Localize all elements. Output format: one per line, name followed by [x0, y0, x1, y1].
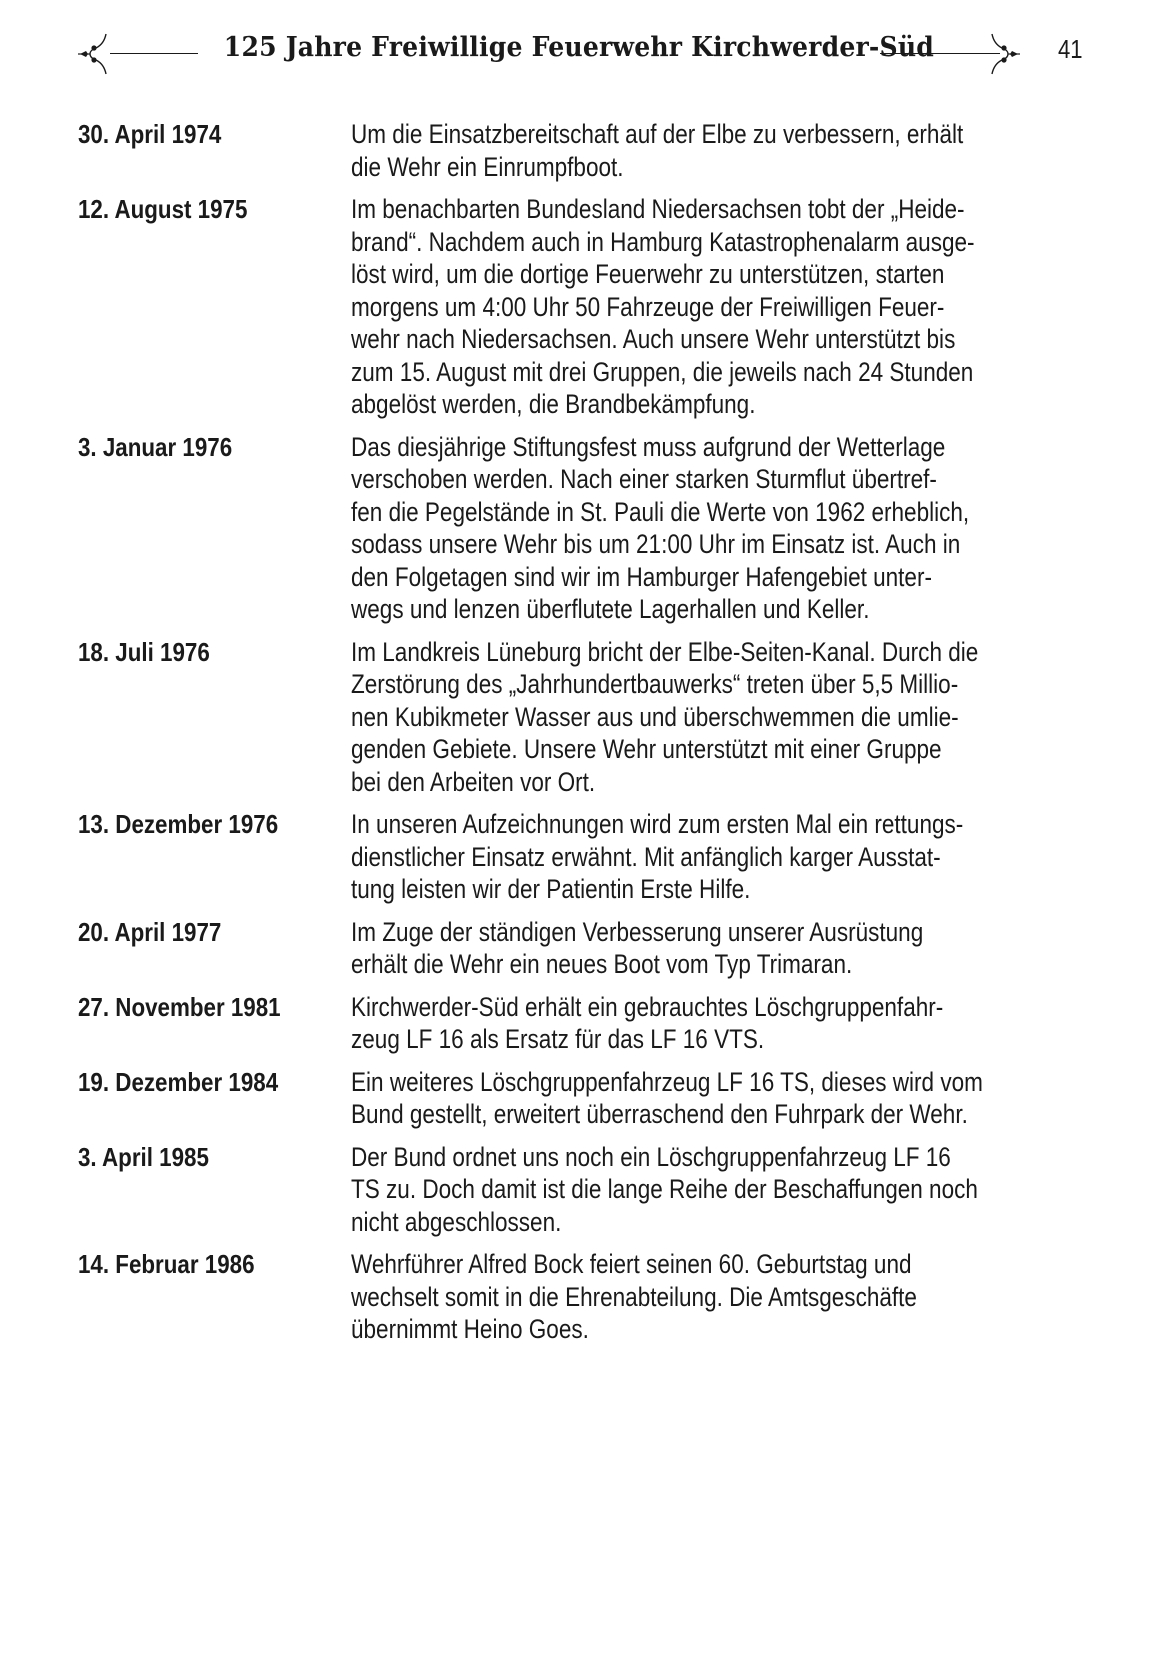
- chronicle-entry: [78, 1141, 1118, 1239]
- entry-date: 19. Dezember 1984: [78, 1066, 279, 1097]
- text-line: nen Kubikmeter Wasser aus und überschwemmen die umlie-: [351, 701, 959, 732]
- text-line: wehr nach Niedersachsen. Auch unsere Wehr unterstützt bis: [351, 324, 956, 354]
- text-line: Im Landkreis Lüneburg bricht der Elbe-Seiten-Kanal. Durch die: [351, 636, 979, 667]
- entry-text: [351, 1066, 1151, 1131]
- text-line: erhält die Wehr ein neues Boot vom Typ Trimaran.: [351, 949, 853, 979]
- entry-text: [351, 118, 1151, 183]
- chronicle-entry: [78, 808, 1118, 906]
- text-line: nicht abgeschlossen.: [351, 1206, 562, 1237]
- chronicle-entries: [78, 118, 1118, 1356]
- text-line: übernimmt Heino Goes.: [351, 1314, 589, 1344]
- entry-date: 3. April 1985: [78, 1141, 209, 1172]
- page-number: 41: [1058, 34, 1083, 64]
- entry-text: [351, 808, 1151, 906]
- text-line: brand“. Nachdem auch in Hamburg Katastrophenalarm ausge-: [351, 226, 975, 257]
- text-line: wegs und lenzen überflutete Lagerhallen und Keller.: [351, 594, 870, 624]
- chronicle-entry: [78, 636, 1118, 799]
- entry-date: 18. Juli 1976: [78, 636, 210, 667]
- running-header: [70, 28, 1110, 78]
- text-line: Im Zuge der ständigen Verbesserung unserer Ausrüstung: [351, 916, 924, 947]
- text-line: morgens um 4:00 Uhr 50 Fahrzeuge der Freiwilligen Feuer-: [351, 291, 945, 322]
- entry-text: [351, 636, 1151, 799]
- text-line: Bund gestellt, erweitert überraschend den Fuhrpark der Wehr.: [351, 1099, 968, 1129]
- text-line: fen die Pegelstände in St. Pauli die Werte von 1962 erheblich,: [351, 496, 970, 527]
- text-line: dienstlicher Einsatz erwähnt. Mit anfänglich karger Ausstat-: [351, 841, 941, 872]
- text-line: In unseren Aufzeichnungen wird zum ersten Mal ein rettungs-: [351, 809, 964, 839]
- text-line: verschoben werden. Nach einer starken Sturmflut übertref-: [351, 464, 937, 494]
- text-line: abgelöst werden, die Brandbekämpfung.: [351, 389, 756, 419]
- entry-date: 14. Februar 1986: [78, 1249, 255, 1279]
- entry-date: 13. Dezember 1976: [78, 809, 279, 839]
- text-line: löst wird, um die dortige Feuerwehr zu unterstützen, starten: [351, 259, 945, 289]
- text-line: Ein weiteres Löschgruppenfahrzeug LF 16 TS, dieses wird vom: [351, 1066, 983, 1097]
- text-line: Um die Einsatzbereitschaft auf der Elbe zu verbessern, erhält: [351, 119, 964, 149]
- chronicle-entry: [78, 991, 1118, 1056]
- chronicle-entry: [78, 118, 1118, 183]
- text-line: Das diesjährige Stiftungsfest muss aufgrund der Wetterlage: [351, 431, 946, 462]
- fleuron-ornament-right-icon: [972, 30, 1022, 76]
- chronicle-entry: [78, 1248, 1118, 1346]
- text-line: genden Gebiete. Unsere Wehr unterstützt mit einer Gruppe: [351, 734, 942, 764]
- running-title: 125 Jahre Freiwillige Feuerwehr Kirchwerder-Süd: [223, 32, 935, 63]
- text-line: Der Bund ordnet uns noch ein Löschgruppenfahrzeug LF 16: [351, 1141, 951, 1172]
- chronicle-entry: [78, 193, 1118, 421]
- chronicle-entry: [78, 1066, 1118, 1131]
- entry-text: [351, 193, 1151, 421]
- text-line: TS zu. Doch damit ist die lange Reihe der Beschaffungen noch: [351, 1174, 978, 1204]
- entry-text: [351, 916, 1151, 981]
- text-line: wechselt somit in die Ehrenabteilung. Die Amtsgeschäfte: [351, 1281, 917, 1312]
- text-line: Im benachbarten Bundesland Niedersachsen tobt der „Heide-: [351, 194, 965, 224]
- entry-date: 27. November 1981: [78, 991, 281, 1022]
- entry-date: 20. April 1977: [78, 916, 222, 947]
- chronicle-entry: [78, 431, 1118, 626]
- text-line: bei den Arbeiten vor Ort.: [351, 766, 596, 797]
- text-line: Zerstörung des „Jahrhundertbauwerks“ treten über 5,5 Millio-: [351, 669, 959, 699]
- entry-text: [351, 1141, 1151, 1239]
- text-line: zum 15. August mit drei Gruppen, die jeweils nach 24 Stunden: [351, 356, 974, 387]
- entry-date: 30. April 1974: [78, 119, 222, 149]
- text-line: tung leisten wir der Patientin Erste Hilfe.: [351, 874, 751, 904]
- text-line: die Wehr ein Einrumpfboot.: [351, 151, 624, 182]
- header-rule-left: [110, 53, 198, 54]
- text-line: Wehrführer Alfred Bock feiert seinen 60. Geburtstag und: [351, 1249, 912, 1279]
- text-line: zeug LF 16 als Ersatz für das LF 16 VTS.: [351, 1024, 765, 1054]
- text-line: den Folgetagen sind wir im Hamburger Hafengebiet unter-: [351, 561, 932, 592]
- entry-text: [351, 1248, 1151, 1346]
- entry-text: [351, 991, 1151, 1056]
- text-line: sodass unsere Wehr bis um 21:00 Uhr im Einsatz ist. Auch in: [351, 529, 961, 559]
- entry-date: 3. Januar 1976: [78, 431, 233, 462]
- chronicle-entry: [78, 916, 1118, 981]
- text-line: Kirchwerder-Süd erhält ein gebrauchtes Löschgruppenfahr-: [351, 991, 944, 1022]
- entry-text: [351, 431, 1151, 626]
- entry-date: 12. August 1975: [78, 194, 248, 224]
